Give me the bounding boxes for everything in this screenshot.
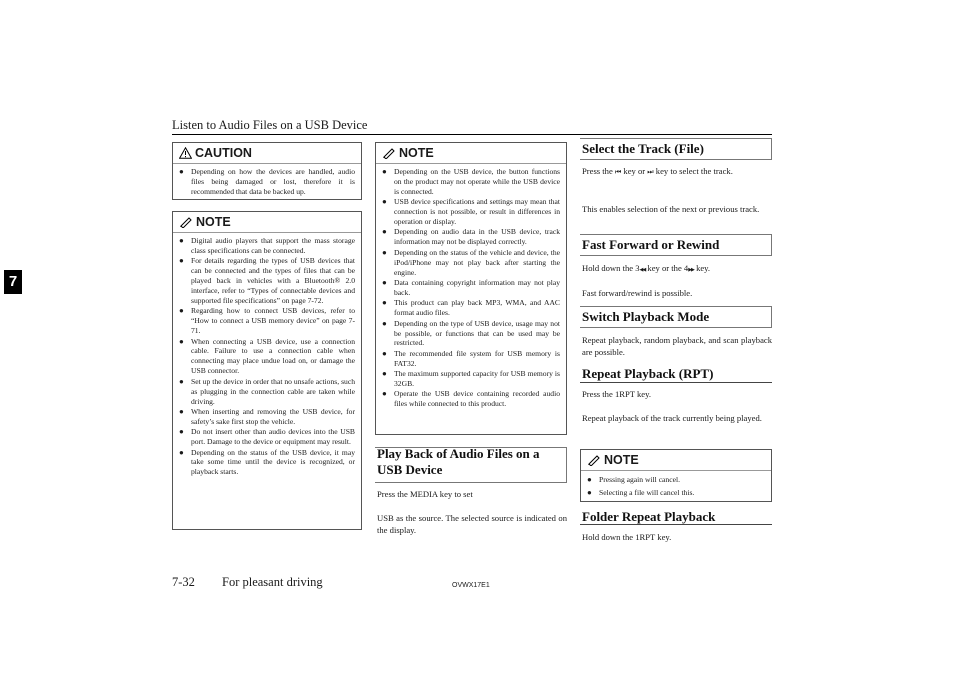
text-run: key or the 4 [647,263,689,273]
list-item: ● The recommended file system for USB memory is FAT32. [382,349,560,369]
list-item: ● Depending on the status of the USB device, it may take some time until the device is recognized, or playback starts. [179,448,355,478]
caution-list [173,164,361,201]
folder-repeat-heading-underline [580,524,772,525]
list-item: ● Pressing again will cancel. [587,475,765,485]
note-box-middle [375,142,567,435]
note-label-middle: NOTE [399,146,434,160]
note-header-middle [376,143,566,164]
list-item: ● Depending on how the devices are handled, audio files being damaged or lost, therefore it is recommended that data be backed up. [179,167,355,197]
text-run: Press the [582,166,613,176]
list-item: ● For details regarding the types of USB devices that can be connected and the types of files that can be played back in vehicles with a Bluetooth® 2.0 interface, refer to “Types of connectable devices and supported file specifications” on page 7-72. [179,256,355,306]
list-item: ● Regarding how to connect USB devices, refer to “How to connect a USB memory device” on page 7-71. [179,306,355,336]
switch-mode-para-1: Repeat playback, random playback, and scan playback are possible. [582,335,772,357]
fast-forward-para-2: Fast forward/rewind is possible. [582,288,693,298]
repeat-heading: Repeat Playback (RPT) [582,366,714,381]
repeat-para-1: Press the 1RPT key. [582,389,651,399]
repeat-heading-underline [580,382,772,383]
list-item: ● When connecting a USB device, use a connection cable. Failure to use a connection cable when connecting may place undue load on, or damage the USB connector. [179,337,355,377]
play-back-para-1: Press the MEDIA key to set [377,489,473,499]
list-item: ● Set up the device in order that no unsafe actions, such as plugging in the connection cable are taken while driving. [179,377,355,407]
caution-box [172,142,362,200]
warning-triangle-icon [179,147,192,159]
pencil-icon [179,216,193,228]
play-back-para-2: USB as the source. The selected source is indicated on the display. [377,513,567,535]
list-item: ● Data containing copyright information may not play back. [382,278,560,298]
repeat-para-2: Repeat playback of the track currently being played. [582,413,762,423]
chapter-tab: 7 [4,270,22,294]
note-label-right: NOTE [604,453,639,467]
list-item: ● Depending on the USB device, the button functions on the product may not operate while the USB device is connected. [382,167,560,197]
play-back-heading [377,446,540,478]
pencil-icon [587,454,601,466]
list-item: ● Depending on the type of USB device, usage may not be possible, or functions that can be used may be restricted. [382,319,560,349]
next-track-icon: ⏭ [647,168,654,176]
heading-line: USB Device [377,462,443,477]
list-item: ● When inserting and removing the USB device, for safety’s sake first stop the vehicle. [179,407,355,427]
fast-forward-icon: ▶▶ [688,267,694,273]
note-box-right [580,449,772,502]
footer-section: For pleasant driving [222,575,323,589]
note-header-right [581,450,771,471]
list-item: ● Depending on audio data in the USB device, track information may not be displayed correctly. [382,227,560,247]
fast-forward-heading: Fast Forward or Rewind [582,237,720,252]
running-header: Listen to Audio Files on a USB Device [172,118,368,132]
list-item: ● Do not insert other than audio devices into the USB port. Damage to the device or equipment may result. [179,427,355,447]
folder-repeat-heading: Folder Repeat Playback [582,509,716,524]
note-label-left: NOTE [196,215,231,229]
note-box-left [172,211,362,530]
note-list-right [581,471,771,502]
select-track-heading: Select the Track (File) [582,141,704,156]
note-list-middle [376,164,566,414]
fast-forward-para-1 [582,262,772,276]
caution-label: CAUTION [195,146,252,160]
text-run: key or [623,166,646,176]
note-header-left [173,212,361,233]
list-item: ● Digital audio players that support the mass storage class specifications can be connected. [179,236,355,256]
switch-mode-heading: Switch Playback Mode [582,309,710,324]
list-item: ● USB device specifications and settings may mean that connection is not possible, or result in differences in operation or display. [382,197,560,227]
folder-repeat-para-1: Hold down the 1RPT key. [582,532,672,542]
rewind-icon: ◀◀ [639,267,646,273]
list-item: ● Depending on the status of the vehicle and device, the iPod/iPhone may not play back after starting the engine. [382,248,560,278]
select-track-para-2: This enables selection of the next or previous track. [582,204,760,214]
text-run: key. [696,263,711,273]
text-run: Hold down the 3 [582,263,640,273]
text-run: key to select the track. [655,166,733,176]
caution-header [173,143,361,164]
list-item: ● Operate the USB device containing recorded audio files while connected to this product. [382,389,560,409]
list-item: ● The maximum supported capacity for USB memory is 32GB. [382,369,560,389]
document-code: OVWX17E1 [452,582,490,589]
list-item: ● Selecting a file will cancel this. [587,488,765,498]
page-number: 7-32 [172,575,195,589]
select-track-para-1 [582,165,772,178]
pencil-icon [382,147,396,159]
list-item: ● This product can play back MP3, WMA, and AAC format audio files. [382,298,560,318]
note-list-left [173,233,361,482]
heading-line: Play Back of Audio Files on a [377,446,540,461]
previous-track-icon: ⏮ [614,168,622,176]
header-rule [172,134,772,135]
